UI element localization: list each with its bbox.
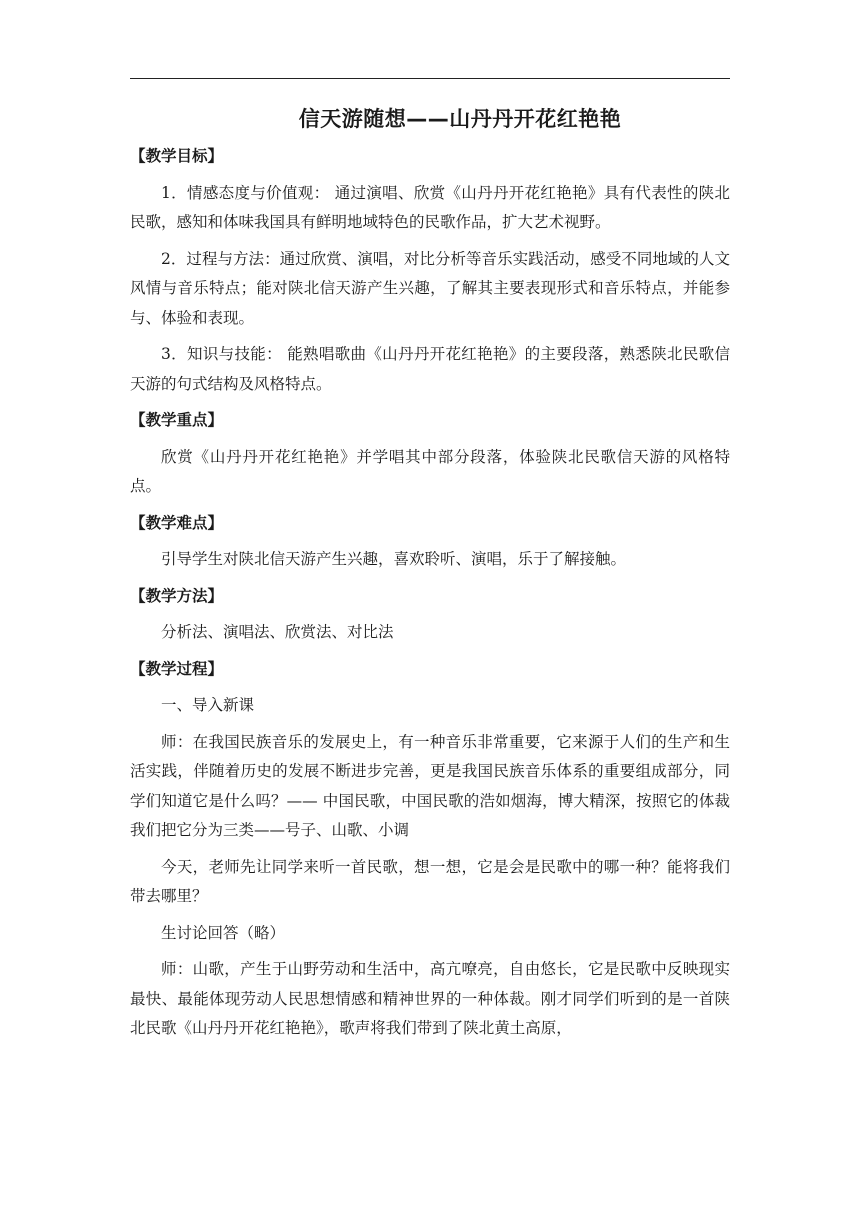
- key-points-paragraph: 欣赏《山丹丹开花红艳艳》并学唱其中部分段落，体验陕北民歌信天游的风格特点。: [130, 447, 730, 495]
- goals-paragraph-3: 3．知识与技能： 能熟唱歌曲《山丹丹开花红艳艳》的主要段落，熟悉陕北民歌信天游的句式结构及风格特点。: [130, 345, 730, 393]
- process-heading: 【教学过程】: [130, 659, 224, 678]
- document-title: 信天游随想——山丹丹开花红艳艳: [298, 107, 622, 131]
- key-points-heading: 【教学重点】: [130, 411, 224, 429]
- difficulties-paragraph: 引导学生对陕北信天游产生兴趣，喜欢聆听、演唱，乐于了解接触。: [161, 550, 627, 568]
- goals-paragraph-2: 2．过程与方法：通过欣赏、演唱，对比分析等音乐实践活动，感受不同地域的人文风情与音乐特点；能对陕北信天游产生兴趣，了解其主要表现形式和音乐特点，并能参与、体验和表现。: [130, 249, 730, 327]
- difficulties-heading: 【教学难点】: [130, 513, 224, 532]
- process-paragraph-2: 师：在我国民族音乐的发展史上，有一种音乐非常重要，它来源于人们的生产和生活实践，伴随着历史的发展不断进步完善，更是我国民族音乐体系的重要组成部分，同学们知道它是什么吗？—— 中国民歌，中国民歌的浩如烟海，博大精深，按照它的体裁我们把它分为三类——号子、山歌、小调: [130, 732, 730, 839]
- goals-paragraph-1: 1．情感态度与价值观： 通过演唱、欣赏《山丹丹开花红艳艳》具有代表性的陕北民歌，感知和体味我国具有鲜明地域特色的民歌作品，扩大艺术视野。: [130, 183, 730, 231]
- process-paragraph-5: 师：山歌，产生于山野劳动和生活中，高亢嘹亮，自由悠长，它是民歌中反映现实最快、最能体现劳动人民思想情感和精神世界的一种体裁。刚才同学们听到的是一首陕北民歌《山丹丹开花红艳艳》，歌声将我们带到了陕北黄土高原，: [130, 960, 730, 1037]
- process-paragraph-3: 今天，老师先让同学来听一首民歌，想一想，它是会是民歌中的哪一种？能将我们带去哪里？: [130, 857, 730, 905]
- goals-heading: 【教学目标】: [130, 147, 224, 165]
- process-paragraph-1: 一、导入新课: [161, 696, 255, 714]
- process-paragraph-4: 生讨论回答（略）: [161, 923, 286, 942]
- methods-heading: 【教学方法】: [130, 586, 224, 605]
- header-rule: [130, 78, 730, 79]
- document-body: [130, 142, 730, 1044]
- methods-paragraph: 分析法、演唱法、欣赏法、对比法: [161, 623, 394, 641]
